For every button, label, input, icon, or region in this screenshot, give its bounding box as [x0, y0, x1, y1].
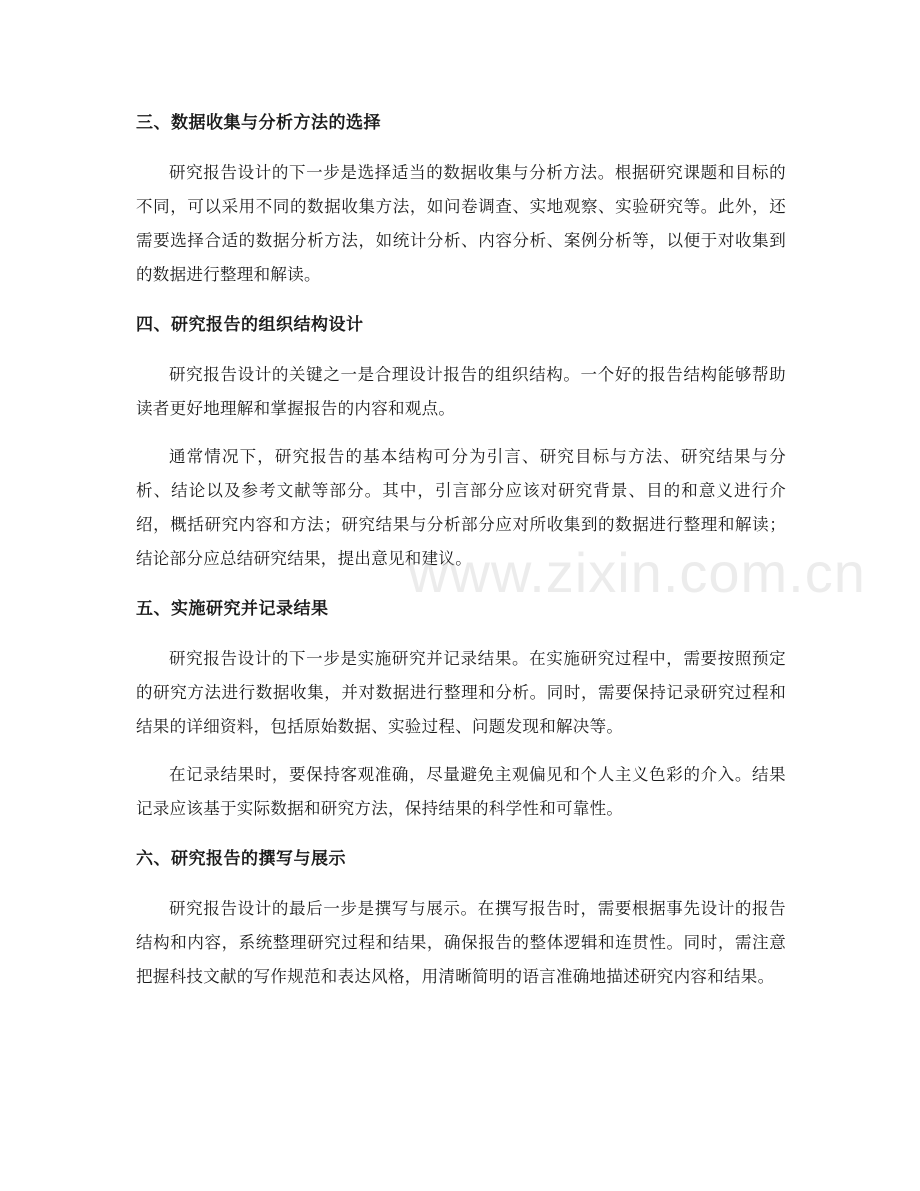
section-heading-6: 六、研究报告的撰写与展示 [136, 849, 346, 869]
section-5-paragraph-1: 研究报告设计的下一步是实施研究并记录结果。在实施研究过程中，需要按照预定的研究方法进行数据收集，并对数据进行整理和分析。同时，需要保持记录研究过程和结果的详细资料，包括原始数据、实验过程、问题发现和解决等。 [136, 649, 786, 736]
section-heading-5: 五、实施研究并记录结果 [136, 599, 329, 619]
watermark: www.zixin.com.cn [408, 541, 866, 604]
section-heading-3: 三、数据收集与分析方法的选择 [136, 113, 381, 133]
section-heading-4: 四、研究报告的组织结构设计 [136, 315, 364, 335]
section-4-paragraph-2: 通常情况下，研究报告的基本结构可分为引言、研究目标与方法、研究结果与分析、结论以及参考文献等部分。其中，引言部分应该对研究背景、目的和意义进行介绍，概括研究内容和方法；研究结果与分析部分应对所收集到的数据进行整理和解读；结论部分应总结研究结果，提出意见和建议。 [136, 447, 786, 568]
section-5-paragraph-2: 在记录结果时，要保持客观准确，尽量避免主观偏见和个人主义色彩的介入。结果记录应该基于实际数据和研究方法，保持结果的科学性和可靠性。 [136, 765, 786, 818]
document-body [136, 104, 786, 1008]
section-6-paragraph-1: 研究报告设计的最后一步是撰写与展示。在撰写报告时，需要根据事先设计的报告结构和内容，系统整理研究过程和结果，确保报告的整体逻辑和连贯性。同时，需注意把握科技文献的写作规范和表达风格，用清晰简明的语言准确地描述研究内容和结果。 [136, 899, 786, 986]
section-4-paragraph-1: 研究报告设计的关键之一是合理设计报告的组织结构。一个好的报告结构能够帮助读者更好地理解和掌握报告的内容和观点。 [136, 365, 786, 418]
section-3-paragraph-1: 研究报告设计的下一步是选择适当的数据收集与分析方法。根据研究课题和目标的不同，可以采用不同的数据收集方法，如问卷调查、实地观察、实验研究等。此外，还需要选择合适的数据分析方法，如统计分析、内容分析、案例分析等，以便于对收集到的数据进行整理和解读。 [136, 163, 786, 284]
